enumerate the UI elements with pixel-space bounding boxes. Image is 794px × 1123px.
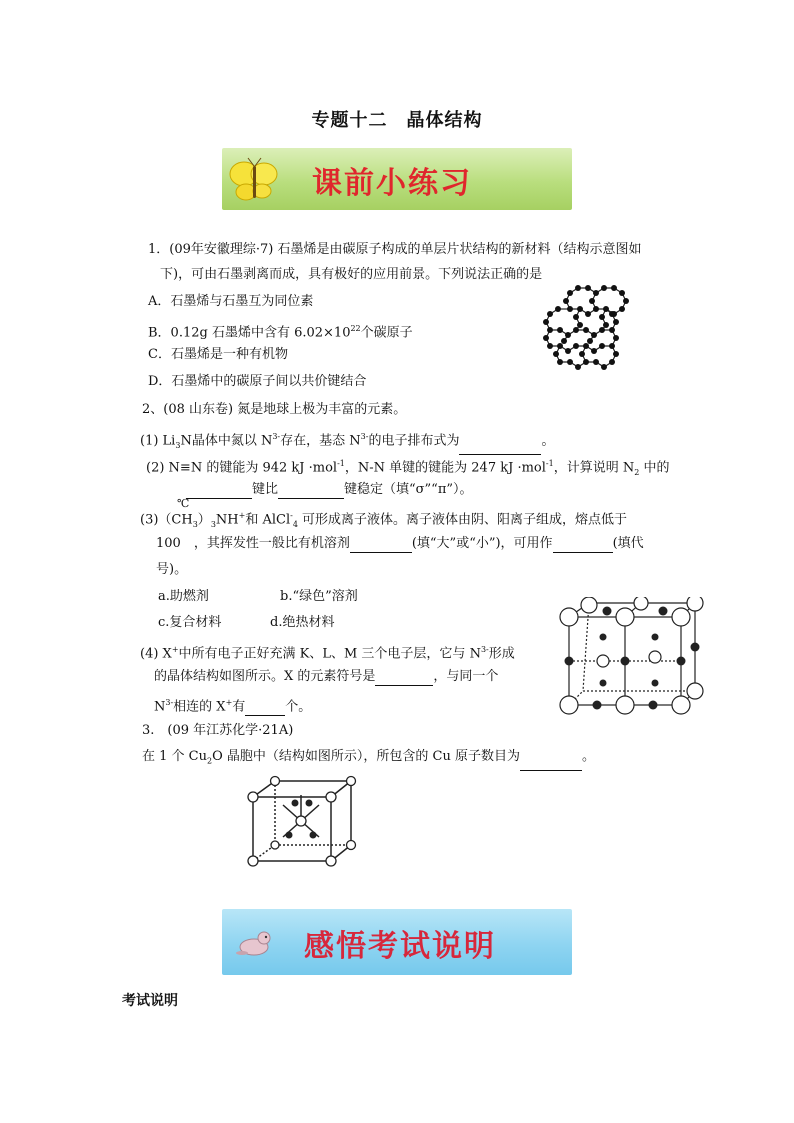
q2-heading: 2、(08 山东卷) 氮是地球上极为丰富的元素。 [142, 402, 407, 417]
exam-outline-banner-label: 感悟考试说明 [304, 929, 496, 964]
exam-outline-banner [222, 909, 572, 975]
practice-banner [222, 148, 572, 210]
section-heading: 考试说明 [122, 993, 178, 1009]
page-title: 专题十二 晶体结构 [311, 110, 483, 131]
q2-option-c: c.复合材料 [158, 615, 222, 630]
graphene-structure-figure [543, 283, 643, 373]
q1-line1: 1．(09年安徽理综·7) 石墨烯是由碳原子构成的单层片状结构的新材料（结构示意图如 [148, 242, 642, 257]
q1-option-b: B．0.12g 石墨烯中含有 $6.02\times 10^{22}$个碳原子 [148, 324, 413, 341]
answer-blank-count[interactable] [245, 701, 285, 716]
q3-question: 在 1 个 $Cu_2O$ 晶胞中（结构如图所示），所包含的 Cu 原子数目为 。 [142, 748, 595, 771]
q2-part2-line2: 键比 键稳定（填“σ”“π”）。 [186, 481, 473, 499]
cu2o-unit-cell-figure [243, 775, 357, 871]
q2-part3-unit: ℃ [177, 497, 190, 510]
answer-blank-element[interactable] [375, 671, 433, 686]
q1-line2: 下)，可由石墨剥离而成，具有极好的应用前景。下列说法正确的是 [160, 267, 543, 282]
q2-part3-line1: $(3)(CH_3)_3NH^+$和 AlCl-$_4$ 可形成离子液体。离子液体由阴、阳离子组成，熔点低于 [140, 511, 628, 529]
q2-part4-line1: (4) X+中所有电子正好充满 K、L、M 三个电子层，它与 $N^{3-}$形成 [140, 645, 515, 662]
q2-option-b: b.“绿色”溶剂 [280, 589, 358, 604]
q3-heading: 3. (09 年江苏化学·21A) [142, 723, 294, 738]
answer-blank-1[interactable] [459, 440, 541, 455]
q2-option-a: a.助燃剂 [158, 589, 209, 604]
answer-blank-cu-count[interactable] [520, 756, 582, 771]
q2-option-d: d.绝热材料 [270, 615, 335, 630]
q2-part4-line2: 的晶体结构如图所示。X 的元素符号是 ，与同一个 [154, 669, 499, 684]
q2-part4-line3: $N^{3-}$相连的 X+有 个。 [154, 698, 312, 715]
q1-option-a: A．石墨烯与石墨互为同位素 [148, 294, 314, 309]
q2-part3-line2: 100 ，其挥发性一般比有机溶剂 (填“大”或“小”)，可用作 (填代 [156, 536, 644, 551]
q2-part3-line3: 号)。 [156, 562, 188, 577]
answer-blank-volatility[interactable] [350, 538, 412, 553]
butterfly-icon [228, 156, 280, 204]
cartoon-animal-icon [234, 927, 278, 957]
answer-blank-sigma-pi-1[interactable] [186, 484, 252, 499]
q2-part2-line1: (2) N≡N 的键能为 942 kJ ·mol$^{-1}$，N-N 单键的键能为 247 kJ ·mol$^{-1}$，计算说明 $N_2$ 中的 [146, 459, 670, 477]
q1-option-c: C．石墨烯是一种有机物 [148, 347, 288, 362]
q1-option-d: D．石墨烯中的碳原子间以共价键结合 [148, 374, 367, 389]
x3n-crystal-structure-figure [555, 597, 705, 717]
answer-blank-use[interactable] [553, 538, 613, 553]
practice-banner-label: 课前小练习 [312, 166, 472, 201]
q2-part1: (1) $Li_3N$晶体中氮以 $N^{3-}$存在，基态 $N^{3-}$的电子排布式为 。 [140, 428, 554, 455]
answer-blank-sigma-pi-2[interactable] [278, 484, 344, 499]
